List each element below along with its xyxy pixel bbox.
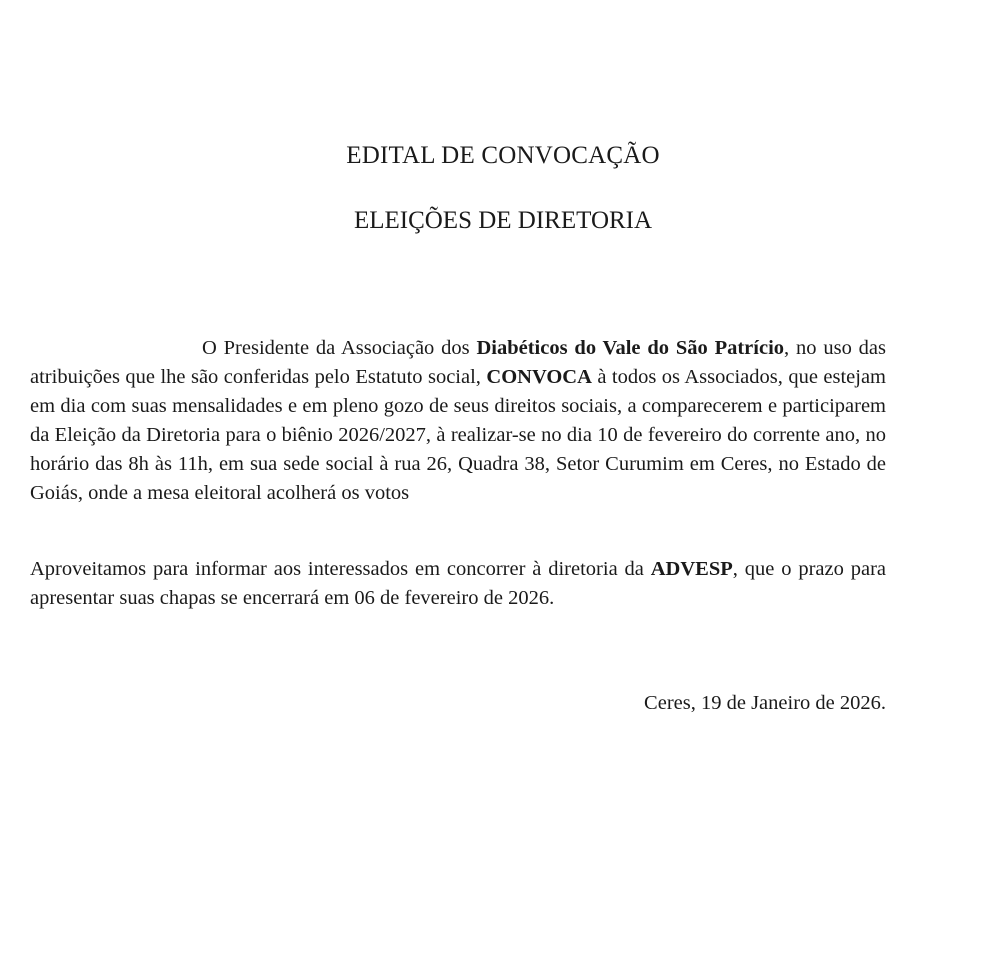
paragraph1-text-part1: O Presidente da Associação dos	[202, 337, 477, 359]
convoca-keyword: CONVOCA	[486, 366, 592, 388]
convocation-paragraph	[30, 334, 886, 508]
association-name: Diabéticos do Vale do São Patrício	[476, 337, 785, 359]
document-subtitle: ELEIÇÕES DE DIRETORIA	[353, 207, 653, 234]
paragraph2-text-part1: Aproveitamos para informar aos interessados em concorrer à diretoria da	[30, 558, 651, 580]
place-and-date: Ceres, 19 de Janeiro de 2026.	[644, 692, 886, 714]
paragraph2-text-part2: , que o prazo para apresentar suas chapas se encerrará em 06 de fevereiro de 2026.	[30, 558, 886, 609]
document-title: EDITAL DE CONVOCAÇÃO	[346, 142, 660, 169]
information-paragraph	[30, 555, 886, 613]
paragraph1-text-part2: , no uso das atribuições que lhe são conferidas pelo Estatuto social,	[30, 337, 886, 388]
paragraph1-text-part3: à todos os Associados, que estejam em dia com suas mensalidades e em pleno gozo de seus direitos sociais, a comparecerem e participarem da Eleição da Diretoria para o biênio 2026/2027, à realizar-se no dia 10 de fevereiro do corrente ano, no horário das 8h às 11h, em sua sede social à rua 26, Quadra 38, Setor Curumim em Ceres, no Estado de Goiás, onde a mesa eleitoral acolherá os votos	[30, 366, 887, 504]
advesp-name: ADVESP	[650, 558, 733, 580]
